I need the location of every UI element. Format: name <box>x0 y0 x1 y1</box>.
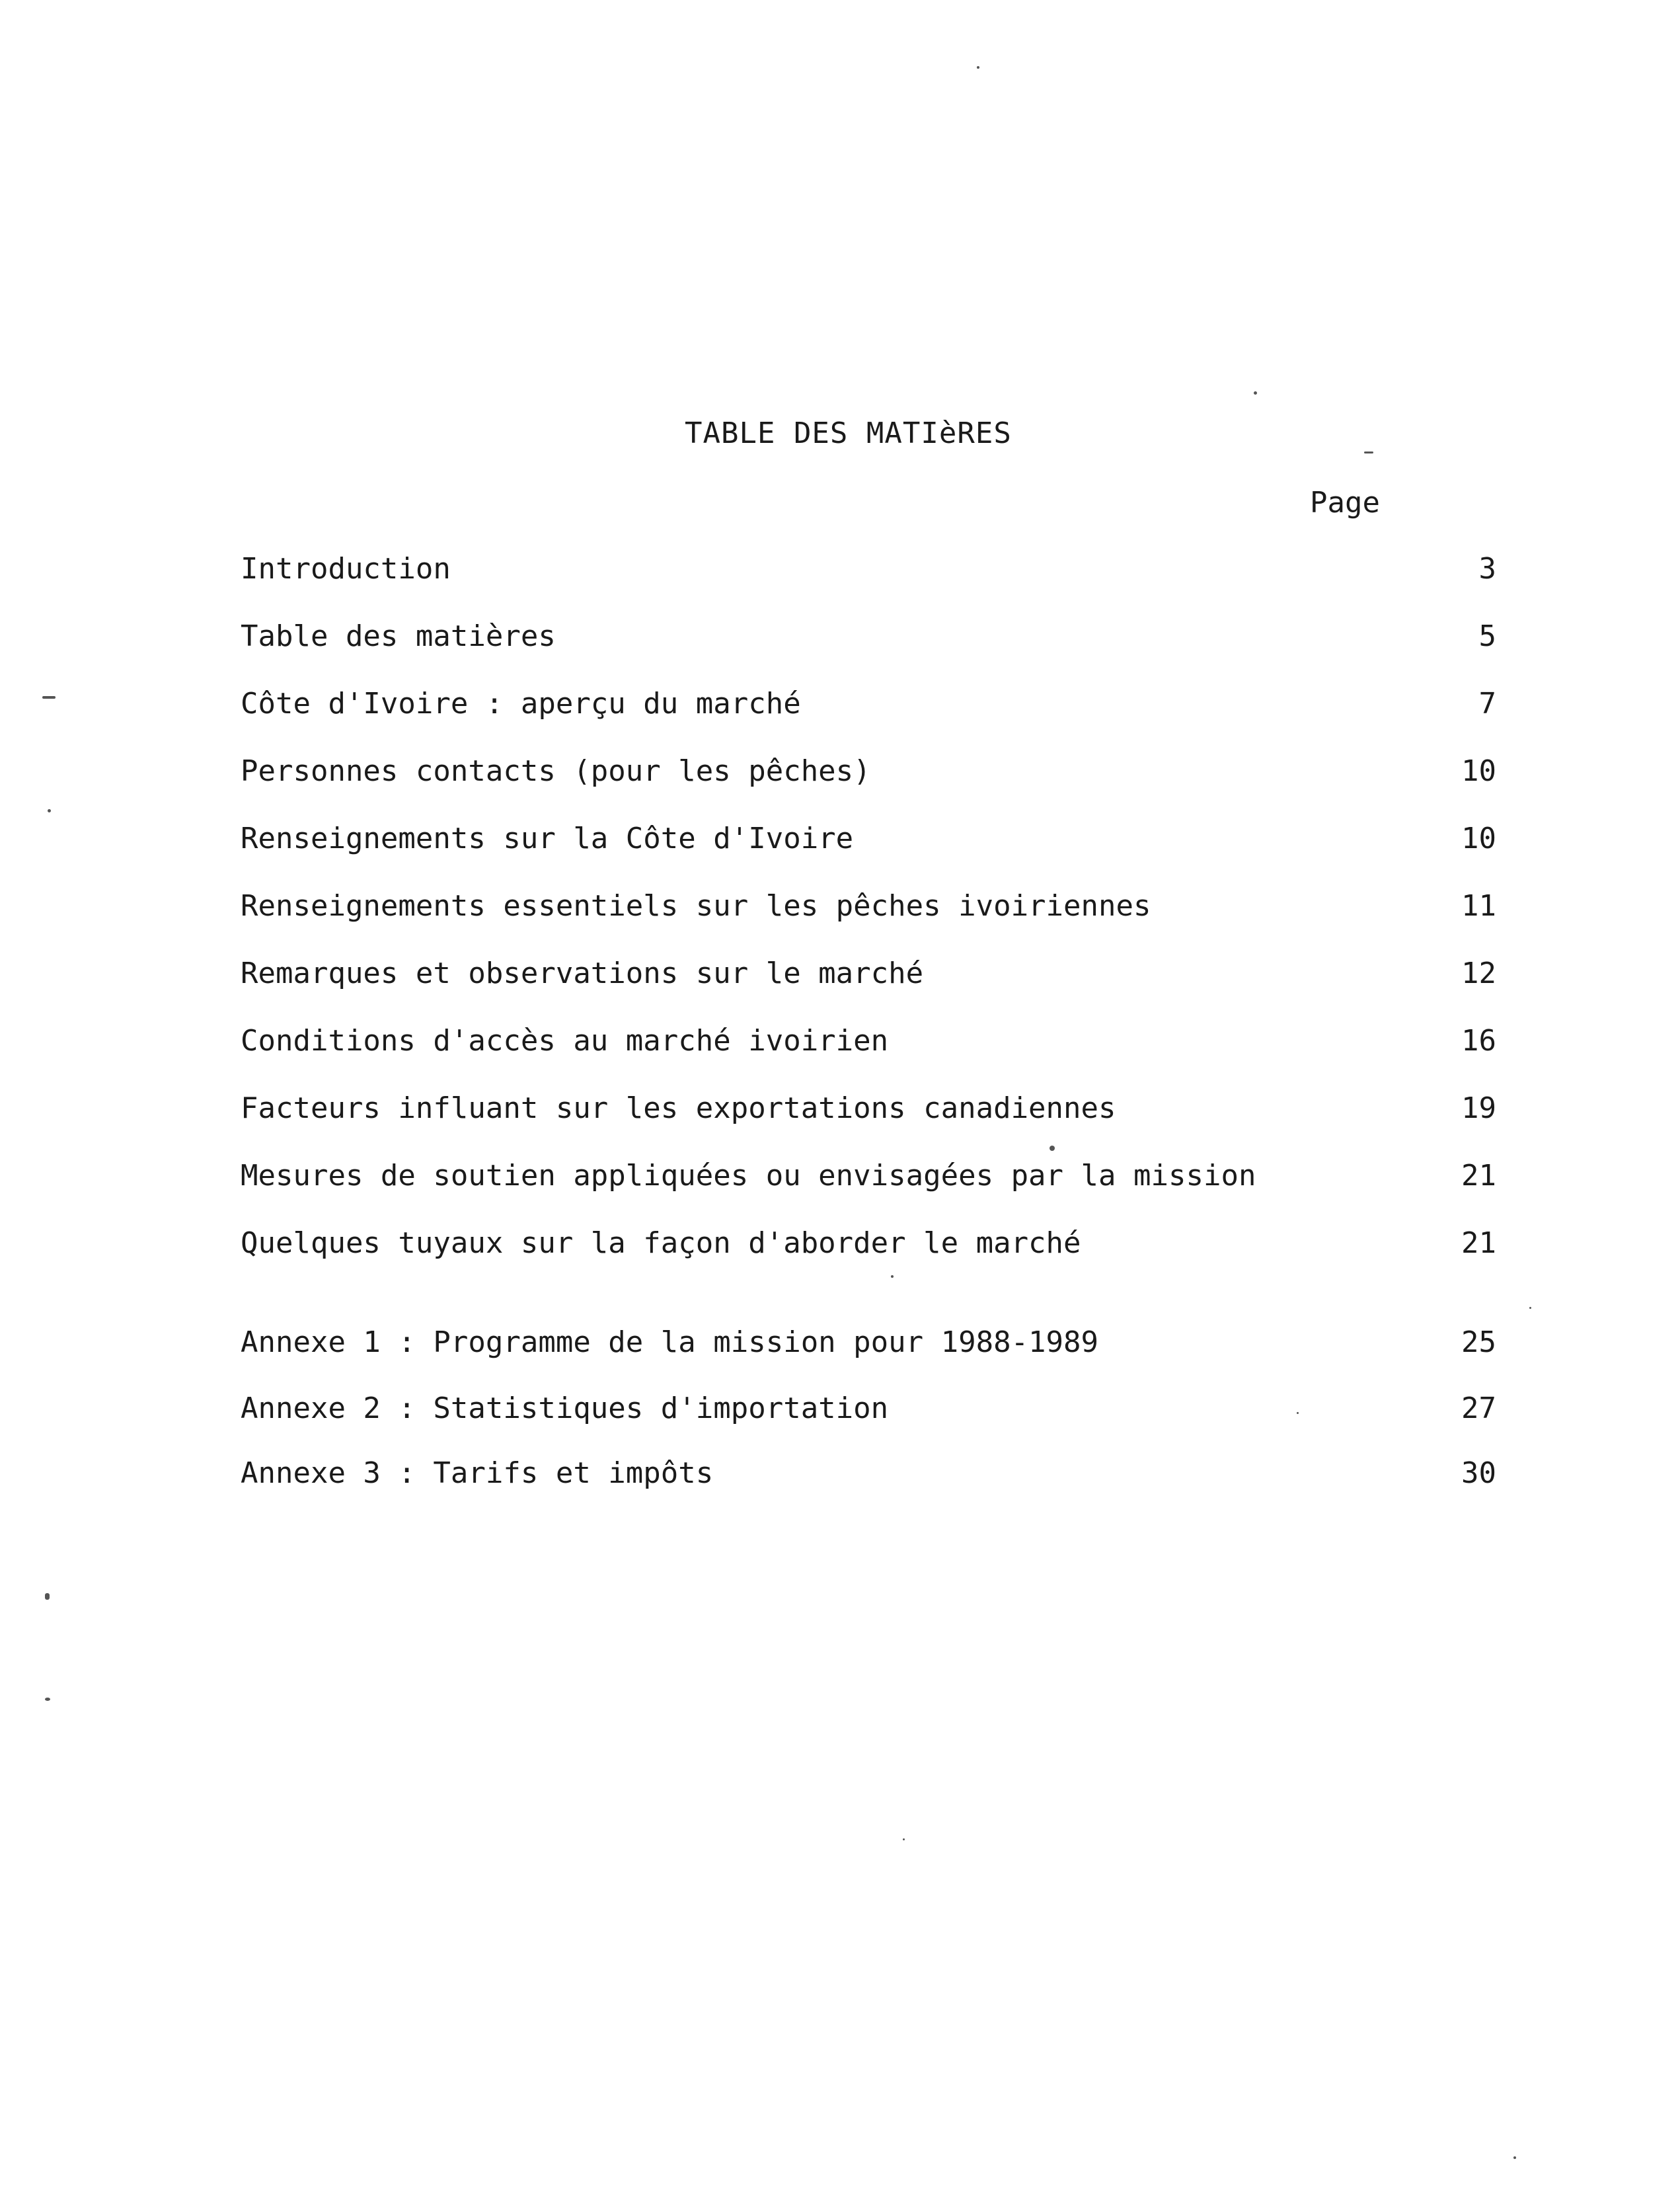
toc-annex <box>241 1456 1496 1496</box>
toc-entry-label: Renseignements essentiels sur les pêches ivoiriennes <box>241 889 1151 923</box>
toc-entry <box>241 619 1496 659</box>
toc-entry-label: Conditions d'accès au marché ivoirien <box>241 1024 889 1058</box>
scan-speck <box>1364 451 1373 453</box>
toc-annex <box>241 1392 1496 1431</box>
toc-annex-label: Annexe 2 : Statistiques d'importation <box>241 1392 889 1425</box>
scan-speck <box>1529 1307 1531 1309</box>
scan-speck <box>1513 2156 1516 2159</box>
toc-entry-label: Facteurs influant sur les exportations canadiennes <box>241 1091 1116 1125</box>
scan-speck <box>903 1838 905 1840</box>
scan-speck <box>42 696 56 699</box>
toc-entry <box>241 822 1496 861</box>
toc-annex-page: 27 <box>1461 1392 1496 1425</box>
toc-entry-label: Personnes contacts (pour les pêches) <box>241 754 871 788</box>
toc-entry <box>241 957 1496 996</box>
scan-speck <box>1254 391 1257 395</box>
toc-entry <box>241 1159 1496 1198</box>
toc-entry-label: Remarques et observations sur le marché <box>241 957 924 990</box>
toc-annex-label: Annexe 3 : Tarifs et impôts <box>241 1456 714 1490</box>
toc-entry-label: Côte d'Ivoire : aperçu du marché <box>241 687 801 721</box>
scan-speck <box>45 1698 50 1701</box>
toc-entry <box>241 552 1496 592</box>
toc-entry <box>241 754 1496 794</box>
toc-entry <box>241 1091 1496 1131</box>
toc-entry-page: 11 <box>1461 889 1496 923</box>
toc-entry-page: 19 <box>1461 1091 1496 1125</box>
toc-entry-label: Mesures de soutien appliquées ou envisagées par la mission <box>241 1159 1256 1193</box>
toc-entry-page: 10 <box>1461 754 1496 788</box>
toc-entry <box>241 1024 1496 1064</box>
scan-speck <box>1050 1146 1055 1151</box>
toc-entry-page: 21 <box>1461 1159 1496 1193</box>
scan-speck <box>977 66 979 69</box>
toc-annex <box>241 1325 1496 1365</box>
toc-entry-page: 3 <box>1478 552 1496 586</box>
toc-entry-page: 12 <box>1461 957 1496 990</box>
toc-entry <box>241 687 1496 726</box>
scan-speck <box>1297 1412 1299 1414</box>
page-title: TABLE DES MATIèRES <box>685 416 1012 450</box>
toc-entry-page: 16 <box>1461 1024 1496 1058</box>
toc-entry-label: Table des matières <box>241 619 556 653</box>
toc-entry-page: 5 <box>1478 619 1496 653</box>
scan-speck <box>48 809 51 812</box>
toc-entry-page: 7 <box>1478 687 1496 721</box>
toc-entry-label: Introduction <box>241 552 451 586</box>
toc-entry-label: Renseignements sur la Côte d'Ivoire <box>241 822 854 855</box>
toc-annex-page: 25 <box>1461 1325 1496 1359</box>
toc-annex-label: Annexe 1 : Programme de la mission pour 1988-1989 <box>241 1325 1099 1359</box>
toc-entry <box>241 889 1496 929</box>
scan-speck <box>891 1275 894 1278</box>
toc-entry-label: Quelques tuyaux sur la façon d'aborder le marché <box>241 1226 1081 1260</box>
scan-speck <box>45 1593 50 1600</box>
toc-entry-page: 10 <box>1461 822 1496 855</box>
page-column-header: Page <box>1310 486 1380 520</box>
toc-entry <box>241 1226 1496 1266</box>
toc-annex-page: 30 <box>1461 1456 1496 1490</box>
toc-entry-page: 21 <box>1461 1226 1496 1260</box>
